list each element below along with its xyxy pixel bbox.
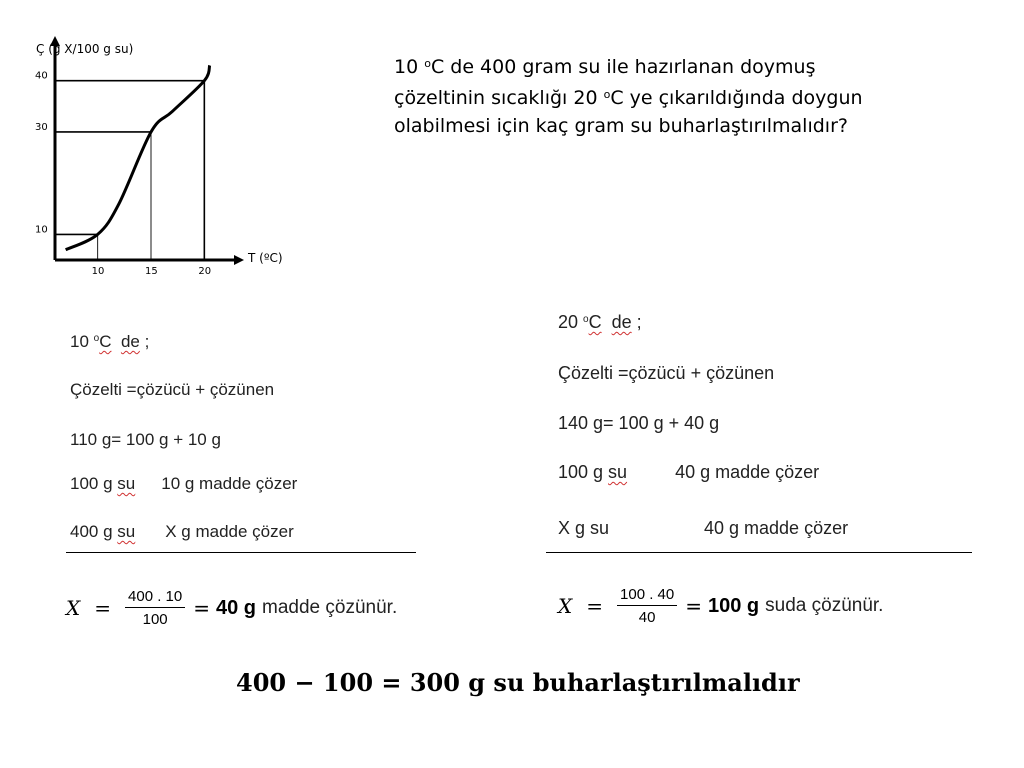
x-tick-label: 15: [145, 266, 158, 277]
solubility-chart: [20, 30, 330, 290]
denominator: 40: [638, 609, 656, 626]
formula-20c: [558, 586, 883, 626]
solution-20c-heading: 20 $^o$C de ;: [558, 312, 642, 332]
solution-20c: [556, 310, 976, 560]
equals-sign: =: [586, 594, 604, 618]
x-tick-label: 10: [91, 266, 105, 277]
fraction: [617, 586, 677, 626]
solution-10c-ratio-1: 100 g su 10 g madde çözer: [70, 474, 298, 493]
x-axis-label: T (ºC): [248, 251, 283, 265]
divider-right: [546, 552, 972, 553]
variable-x: X: [558, 594, 573, 618]
divider-left: [66, 552, 416, 553]
solution-10c-heading: 10 $^o$C de ;: [70, 332, 150, 351]
y-axis-label: Ç (g X/100 g su): [36, 42, 134, 56]
denominator: 100: [142, 611, 168, 628]
solution-20c-sum: 140 g= 100 g + 40 g: [558, 413, 720, 433]
y-tick-label: 40: [35, 70, 48, 82]
solution-10c-sum: 110 g= 100 g + 10 g: [70, 430, 221, 449]
solution-20c-formula: Çözelti =çözücü + çözünen: [558, 363, 775, 383]
question-line-3: olabilmesi için kaç gram su buharlaştırılmalıdır?: [394, 115, 848, 137]
question-text: [394, 50, 994, 140]
solution-20c-ratio-1: 100 g su 40 g madde çözer: [558, 462, 820, 482]
formula-10c: [66, 588, 397, 628]
solution-10c-ratio-2: 400 g su X g madde çözer: [70, 522, 294, 541]
solution-10c: [68, 330, 428, 560]
x-axis-arrow: [234, 255, 244, 265]
numerator: 100 . 40: [617, 586, 677, 606]
y-tick-label: 30: [35, 121, 48, 133]
numerator: 400 . 10: [125, 588, 185, 608]
fraction: [125, 588, 185, 628]
solution-20c-ratio-2: X g su 40 g madde çözer: [558, 518, 849, 538]
variable-x: X: [66, 596, 81, 620]
solution-10c-formula: Çözelti =çözücü + çözünen: [70, 380, 275, 399]
result-value: 100 g: [708, 594, 760, 617]
equals-sign: =: [193, 596, 210, 620]
result-value: 40 g: [216, 596, 257, 619]
result-text: madde çözünür.: [262, 597, 398, 618]
question-line-2: çözeltinin sıcaklığı 20 $^o$C ye çıkarıldığında doygun: [394, 87, 863, 109]
y-tick-label: 10: [35, 224, 48, 236]
x-tick-label: 20: [198, 266, 212, 277]
question-line-1: 10 $^o$C de 400 gram su ile hazırlanan doymuş: [394, 56, 816, 78]
solubility-curve: [66, 65, 210, 249]
result-text: suda çözünür.: [765, 595, 884, 616]
final-answer: 400 − 100 = 300 g su buharlaştırılmalıdır: [236, 668, 800, 697]
equals-sign: =: [94, 596, 112, 620]
equals-sign: =: [685, 594, 702, 618]
